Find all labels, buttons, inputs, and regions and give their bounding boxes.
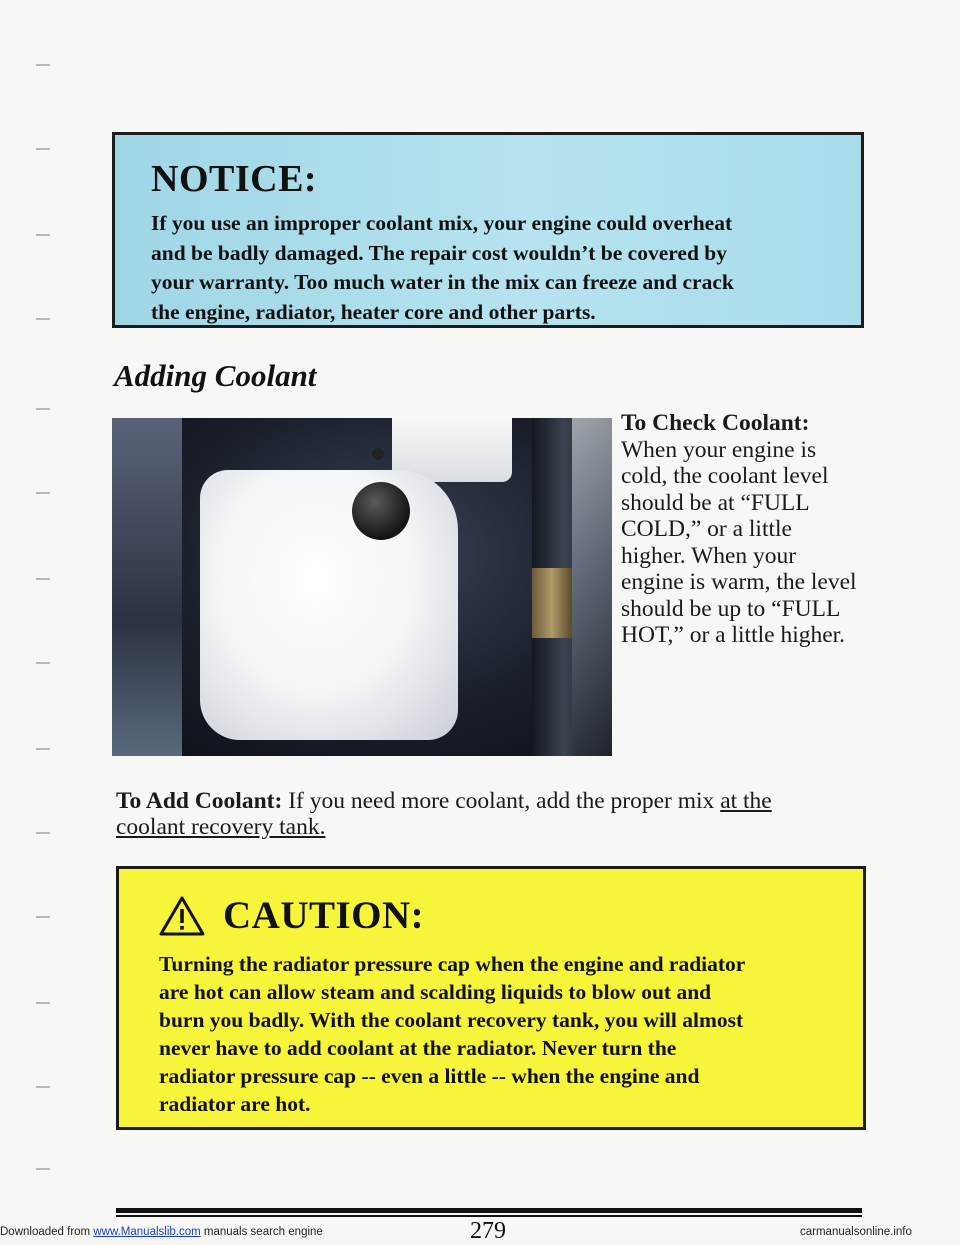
page-number: 279 bbox=[470, 1218, 506, 1244]
footer-rule bbox=[116, 1208, 862, 1213]
footer-source-suffix: manuals search engine bbox=[200, 1226, 323, 1238]
add-coolant-underlined: at the coolant recovery tank. bbox=[116, 788, 772, 840]
margin-tick bbox=[36, 1086, 50, 1088]
margin-tick bbox=[36, 832, 50, 834]
margin-tick bbox=[36, 662, 50, 664]
check-coolant-text: When your engine is cold, the coolant level should be at “FULL COLD,” or a little higher. When your engine is warm, the level should be up to “FULL HOT,” or a little higher. bbox=[621, 436, 857, 648]
margin-tick bbox=[36, 916, 50, 918]
margin-tick bbox=[36, 64, 50, 66]
add-coolant-paragraph bbox=[116, 788, 836, 840]
margin-tick bbox=[36, 1168, 50, 1170]
margin-tick bbox=[36, 148, 50, 150]
margin-tick bbox=[36, 234, 50, 236]
check-coolant-label: To Check Coolant: bbox=[621, 410, 810, 436]
caution-heading: CAUTION: bbox=[223, 894, 425, 937]
margin-tick bbox=[36, 578, 50, 580]
footer-source bbox=[0, 1226, 323, 1238]
footer-rule-thin bbox=[116, 1215, 862, 1217]
check-coolant-paragraph bbox=[621, 410, 861, 649]
notice-body: If you use an improper coolant mix, your engine could overheat and be badly damaged. The repair cost wouldn’t be covered by your warranty. Too much water in the mix can freeze and crack the engine, radiator, heater core and other parts. bbox=[151, 211, 734, 324]
margin-tick bbox=[36, 318, 50, 320]
add-coolant-label: To Add Coolant: bbox=[116, 788, 283, 814]
section-title: Adding Coolant bbox=[114, 358, 317, 393]
margin-tick bbox=[36, 408, 50, 410]
caution-body: Turning the radiator pressure cap when the engine and radiator are hot can allow steam and scalding liquids to blow out and burn you badly. With the coolant recovery tank, you will almost never have to add coolant at the radiator. Never turn the radiator pressure cap -- even a little -- when the engine and radiator are hot. bbox=[159, 952, 746, 1116]
tank-cap bbox=[352, 482, 410, 540]
caution-box bbox=[116, 866, 866, 1130]
notice-box bbox=[112, 132, 864, 328]
margin-tick bbox=[36, 492, 50, 494]
add-coolant-text: If you need more coolant, add the proper mix bbox=[288, 788, 721, 814]
warning-triangle-icon bbox=[159, 895, 205, 937]
coolant-tank-photo bbox=[112, 418, 612, 756]
manualslib-link[interactable]: www.Manualslib.com bbox=[93, 1226, 201, 1238]
notice-heading: NOTICE: bbox=[151, 158, 318, 200]
margin-tick bbox=[36, 748, 50, 750]
footer-source-prefix: Downloaded from bbox=[0, 1226, 94, 1238]
margin-tick bbox=[36, 1002, 50, 1004]
footer-watermark: carmanualsonline.info bbox=[800, 1226, 912, 1238]
